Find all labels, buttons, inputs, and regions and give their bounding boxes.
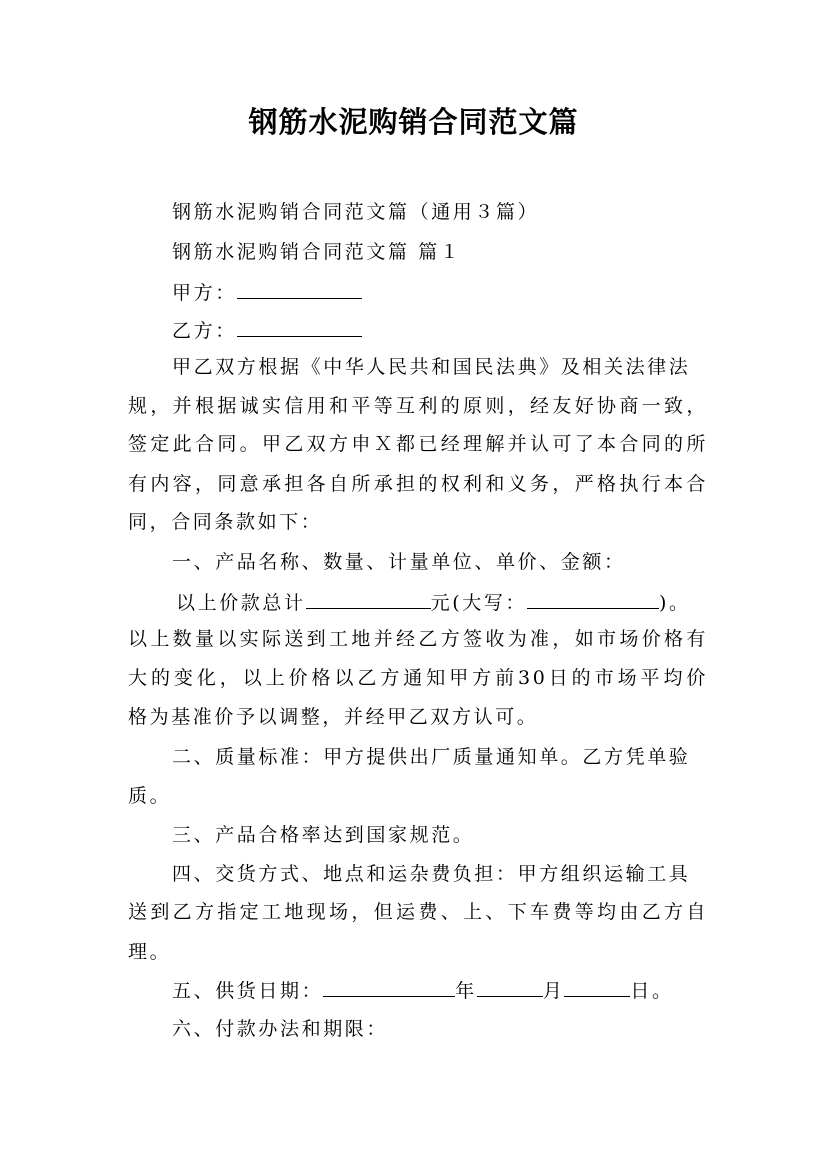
- party-b-blank: [237, 318, 362, 337]
- intro-line: 规，并根据诚实信用和平等互利的原则，经友好协商一致，: [128, 395, 708, 417]
- clause-2-line: 质。: [128, 785, 172, 807]
- clause-4-line: 理。: [128, 941, 172, 963]
- clause-2-line: 二、质量标准：甲方提供出厂质量通知单。乙方凭单验: [172, 746, 691, 768]
- month-label: 月: [542, 980, 565, 1002]
- price-suffix: )。: [659, 592, 691, 614]
- price-mid: 元(大写：: [430, 592, 528, 614]
- price-note-line: 格为基准价予以调整，并经甲乙双方认可。: [128, 706, 539, 728]
- delivery-year-blank: [323, 978, 455, 997]
- clause-3: 三、产品合格率达到国家规范。: [172, 824, 475, 846]
- subtitle: 钢筋水泥购销合同范文篇（通用３篇）: [172, 201, 540, 223]
- price-words-blank: [527, 590, 659, 609]
- price-prefix: 以上价款总计: [176, 592, 306, 614]
- delivery-day-blank: [564, 978, 630, 997]
- clause-1: 一、产品名称、数量、计量单位、单价、金额：: [172, 551, 626, 573]
- clause-4-line: 四、交货方式、地点和运杂费负担：甲方组织运输工具: [172, 863, 691, 885]
- price-amount-blank: [306, 590, 431, 609]
- section-heading: 钢筋水泥购销合同范文篇 篇１: [172, 241, 462, 263]
- page-title: 钢筋水泥购销合同范文篇: [248, 105, 579, 139]
- intro-line: 有内容，同意承担各自所承担的权利和义务，严格执行本合: [128, 473, 708, 495]
- intro-line: 签定此合同。甲乙双方申Ｘ都已经理解并认可了本合同的所: [128, 433, 708, 455]
- clause-6: 六、付款办法和期限：: [172, 1018, 389, 1040]
- intro-line: 同，合同条款如下：: [128, 511, 323, 533]
- party-b-line: [172, 318, 752, 343]
- clause-4-line: 送到乙方指定工地现场，但运费、上、下车费等均由乙方自: [128, 901, 708, 923]
- year-label: 年: [455, 980, 477, 1002]
- clause-5-prefix: 五、供货日期：: [172, 980, 324, 1002]
- delivery-month-blank: [477, 978, 543, 997]
- price-note-line: 大的变化，以上价格以乙方通知甲方前30日的市场平均价: [128, 667, 708, 689]
- intro-line: 甲乙双方根据《中华人民共和国民法典》及相关法律法: [172, 356, 691, 378]
- party-a-blank: [237, 280, 362, 299]
- price-note-line: 以上数量以实际送到工地并经乙方签收为准，如市场价格有: [128, 628, 708, 650]
- party-a-line: [172, 280, 752, 305]
- price-line: [176, 590, 756, 615]
- party-a-label: 甲方：: [172, 282, 237, 304]
- clause-5: [172, 978, 752, 1003]
- day-label: 日。: [630, 980, 674, 1002]
- party-b-label: 乙方：: [172, 320, 237, 342]
